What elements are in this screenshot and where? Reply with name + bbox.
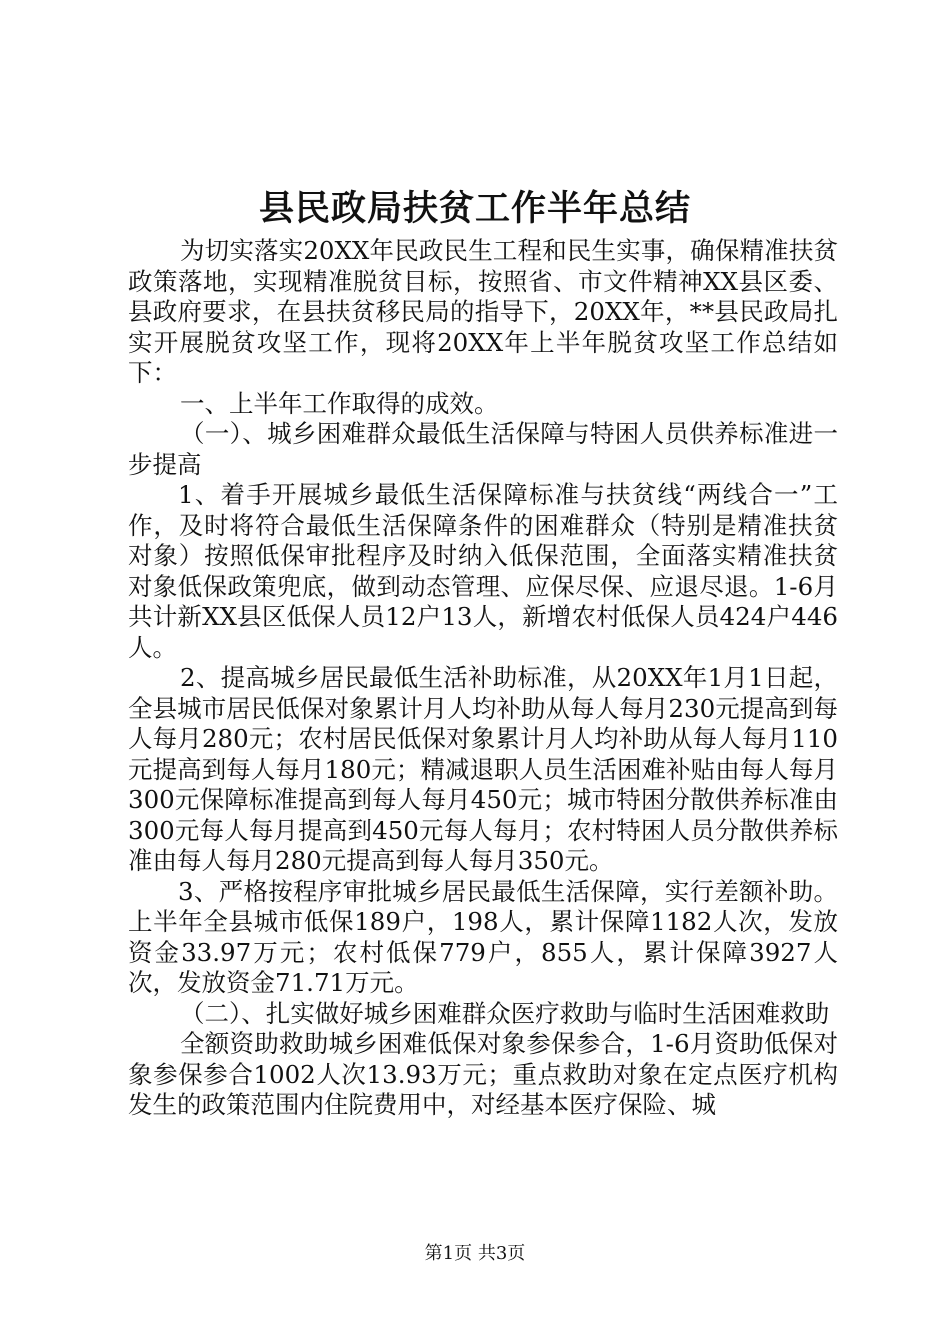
paragraph-item-1: 1、着手开展城乡最低生活保障标准与扶贫线“两线合一”工作，及时将符合最低生活保障条件的困难群众（特别是精准扶贫对象）按照低保审批程序及时纳入低保范围，全面落实精准扶贫对象低保政策兜底，做到动态管理、应保尽保、应退尽退。1-6月共计新XX县区低保人员12户13人，新增农村低保人员424户446人。	[128, 480, 838, 662]
document-title: 县民政局扶贫工作半年总结	[258, 188, 691, 229]
paragraph-item-3: 3、严格按程序审批城乡居民最低生活保障，实行差额补助。上半年全县城市低保189户，198人，累计保障1182人次，发放资金33.97万元；农村低保779户，855人，累计保障3927人次，发放资金71.71万元。	[128, 876, 838, 997]
subsection-heading-2: （二）、扎实做好城乡困难群众医疗救助与临时生活困难救助	[180, 998, 830, 1028]
subsection-heading-1: （一）、城乡困难群众最低生活保障与特困人员供养标准进一步提高	[128, 419, 838, 479]
paragraph-medical-aid: 全额资助救助城乡困难低保对象参保参合，1-6月资助低保对象参保参合1002人次13.93万元；重点救助对象在定点医疗机构发生的政策范围内住院费用中，对经基本医疗保险、城	[128, 1029, 838, 1119]
document-body	[128, 236, 838, 1121]
section-heading-1: 一、上半年工作取得的成效。	[180, 388, 499, 418]
paragraph-item-2: 2、提高城乡居民最低生活补助标准，从20XX年1月1日起，全县城市居民低保对象累计月人均补助从每人每月230元提高到每人每月280元；农村居民低保对象累计月人均补助从每人每月110元提高到每人每月180元；精减退职人员生活困难补贴由每人每月300元保障标准提高到每人每月450元；城市特困分散供养标准由300元每人每月提高到450元每人每月；农村特困人员分散供养标准由每人每月280元提高到每人每月350元。	[128, 663, 838, 875]
page-number-footer: 第1页 共3页	[424, 1243, 526, 1264]
paragraph-intro: 为切实落实20XX年民政民生工程和民生实事，确保精准扶贫政策落地，实现精准脱贫目标，按照省、市文件精神XX县区委、县政府要求，在县扶贫移民局的指导下，20XX年，**县民政局扎实开展脱贫攻坚工作，现将20XX年上半年脱贫攻坚工作总结如下：	[128, 236, 838, 387]
